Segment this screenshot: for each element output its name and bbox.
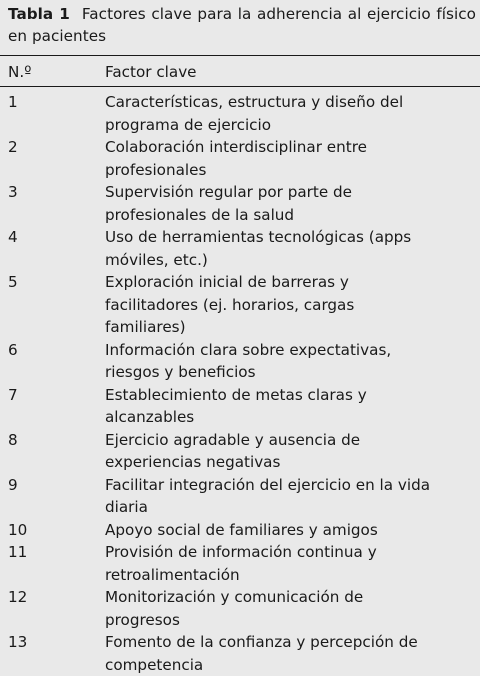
- row-number: 5: [8, 271, 18, 294]
- row-number: 8: [8, 429, 18, 452]
- table-row: [8, 384, 480, 429]
- factor-line: alcanzables: [105, 406, 435, 429]
- table-row: [8, 429, 480, 474]
- factor-line: facilitadores (ej. horarios, cargas: [105, 294, 435, 317]
- factor-line: familiares): [105, 316, 435, 339]
- row-number: 13: [8, 631, 27, 654]
- header-rule: [0, 86, 480, 87]
- row-factor: [105, 541, 435, 586]
- factor-line: móviles, etc.): [105, 249, 435, 272]
- factor-line: profesionales de la salud: [105, 204, 435, 227]
- header-factor: Factor clave: [105, 61, 445, 83]
- row-number: 4: [8, 226, 18, 249]
- top-rule: [0, 55, 480, 56]
- row-factor: [105, 339, 435, 384]
- row-factor: [105, 91, 435, 136]
- row-number: 10: [8, 519, 27, 542]
- table-row: [8, 339, 480, 384]
- table-row: [8, 586, 480, 631]
- table-row: [8, 226, 480, 271]
- factor-line: Ejercicio agradable y ausencia de: [105, 429, 435, 452]
- factor-line: retroalimentación: [105, 564, 435, 587]
- row-number: 7: [8, 384, 18, 407]
- row-factor: [105, 474, 435, 519]
- factor-line: diaria: [105, 496, 435, 519]
- table-row: [8, 541, 480, 586]
- factor-line: riesgos y beneficios: [105, 361, 435, 384]
- factor-line: Establecimiento de metas claras y: [105, 384, 435, 407]
- table-label: Tabla 1: [8, 5, 70, 23]
- factor-line: programa de ejercicio: [105, 114, 435, 137]
- table-row: [8, 519, 480, 542]
- row-factor: [105, 586, 435, 631]
- table-caption: [8, 0, 480, 47]
- factor-line: profesionales: [105, 159, 435, 182]
- factor-line: Información clara sobre expectativas,: [105, 339, 435, 362]
- row-number: 6: [8, 339, 18, 362]
- factor-line: Supervisión regular por parte de: [105, 181, 435, 204]
- row-factor: [105, 384, 435, 429]
- header-number: N.º: [8, 61, 98, 83]
- row-number: 9: [8, 474, 18, 497]
- row-number: 12: [8, 586, 27, 609]
- table-title: Factores clave para la adherencia al ejercicio físico en pacientes: [8, 5, 476, 45]
- row-factor: [105, 181, 435, 226]
- table-row: [8, 91, 480, 136]
- row-number: 3: [8, 181, 18, 204]
- factor-line: Uso de herramientas tecnológicas (apps: [105, 226, 435, 249]
- table-row: [8, 136, 480, 181]
- factor-line: Exploración inicial de barreras y: [105, 271, 435, 294]
- table-row: [8, 271, 480, 339]
- factor-line: Monitorización y comunicación de progresos: [105, 586, 435, 631]
- factor-line: Facilitar integración del ejercicio en la vida: [105, 474, 435, 497]
- row-number: 2: [8, 136, 18, 159]
- row-factor: [105, 519, 435, 542]
- table-row: [8, 181, 480, 226]
- factor-line: competencia: [105, 654, 435, 676]
- factor-line: Provisión de información continua y: [105, 541, 435, 564]
- row-number: 11: [8, 541, 27, 564]
- table-body: [8, 91, 480, 676]
- row-factor: [105, 271, 435, 339]
- factor-line: Fomento de la confianza y percepción de: [105, 631, 435, 654]
- row-factor: [105, 429, 435, 474]
- factor-line: Colaboración interdisciplinar entre: [105, 136, 435, 159]
- row-factor: [105, 631, 435, 676]
- factor-line: Características, estructura y diseño del: [105, 91, 435, 114]
- row-number: 1: [8, 91, 18, 114]
- row-factor: [105, 226, 435, 271]
- factor-line: experiencias negativas: [105, 451, 435, 474]
- row-factor: [105, 136, 435, 181]
- factor-line: Apoyo social de familiares y amigos: [105, 519, 435, 542]
- table-row: [8, 474, 480, 519]
- table-row: [8, 631, 480, 676]
